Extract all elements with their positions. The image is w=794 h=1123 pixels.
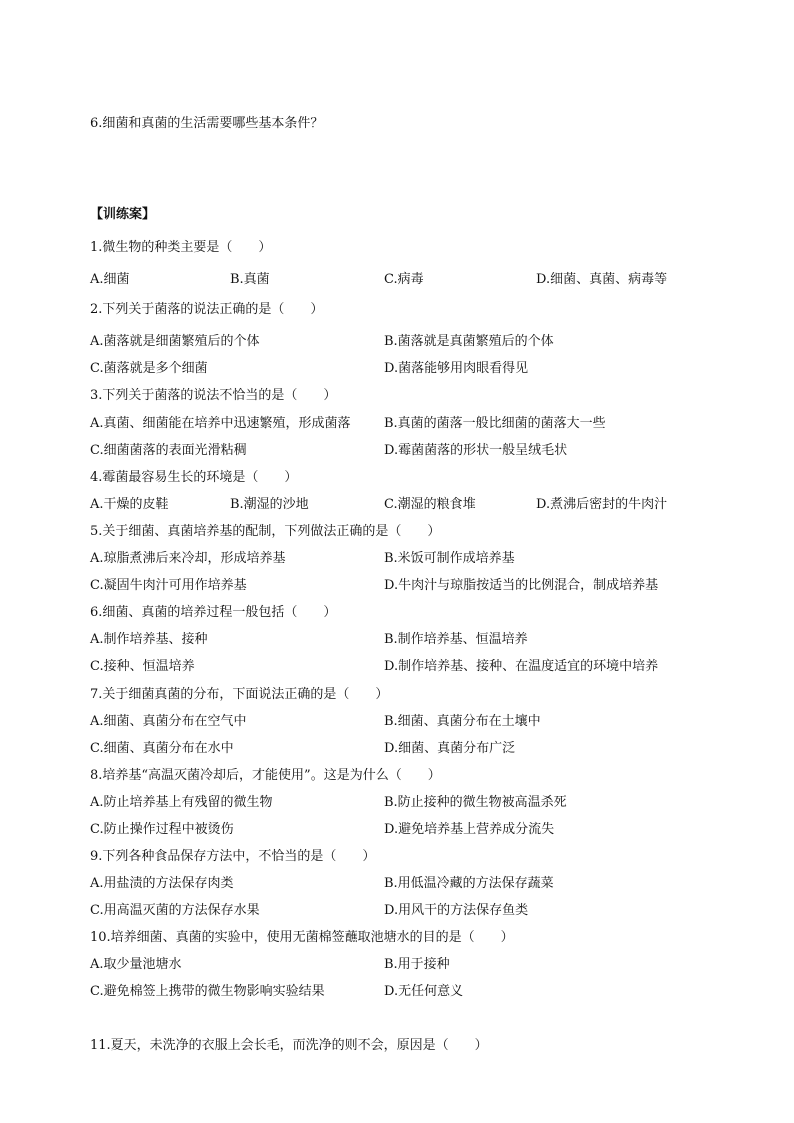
question-stem: 3.下列关于菌落的说法不恰当的是（ ） <box>90 388 337 403</box>
option-d: D.菌落能够用肉眼看得见 <box>384 361 529 376</box>
question-stem: 9.下列各种食品保存方法中，不恰当的是（ ） <box>90 849 376 864</box>
question-stem: 2.下列关于菌落的说法正确的是（ ） <box>90 302 324 317</box>
option-c: C.细菌菌落的表面光滑粘稠 <box>90 443 247 458</box>
option-a: A.细菌 <box>90 272 130 287</box>
option-a: A.用盐渍的方法保存肉类 <box>90 876 234 891</box>
question-stem: 7.关于细菌真菌的分布，下面说法正确的是（ ） <box>90 687 389 702</box>
option-d: D.煮沸后密封的牛肉汁 <box>536 497 668 512</box>
question-stem: 5.关于细菌、真菌培养基的配制，下列做法正确的是（ ） <box>90 524 441 539</box>
option-b: B.菌落就是真菌繁殖后的个体 <box>384 334 554 349</box>
option-c: C.用高温灭菌的方法保存水果 <box>90 903 260 918</box>
option-a: A.真菌、细菌能在培养中迅速繁殖，形成菌落 <box>90 416 351 431</box>
option-c: C.菌落就是多个细菌 <box>90 361 208 376</box>
option-c: C.病毒 <box>384 272 424 287</box>
option-b: B.米饭可制作成培养基 <box>384 551 515 566</box>
option-b: B.用于接种 <box>384 957 450 972</box>
option-a: A.取少量池塘水 <box>90 957 182 972</box>
option-c: C.细菌、真菌分布在水中 <box>90 741 234 756</box>
option-d: D.无任何意义 <box>384 984 464 999</box>
option-a: A.细菌、真菌分布在空气中 <box>90 714 247 729</box>
option-c: C.凝固牛肉汁可用作培养基 <box>90 578 247 593</box>
option-d: D.牛肉汁与琼脂按适当的比例混合，制成培养基 <box>384 578 659 593</box>
option-a: A.琼脂煮沸后来冷却，形成培养基 <box>90 551 286 566</box>
option-b: B.用低温冷藏的方法保存蔬菜 <box>384 876 554 891</box>
question-stem: 11.夏天，未洗净的衣服上会长毛，而洗净的则不会，原因是（ ） <box>90 1038 488 1053</box>
option-b: B.真菌 <box>230 272 270 287</box>
question-stem: 4.霉菌最容易生长的环境是（ ） <box>90 470 298 485</box>
option-c: C.潮湿的粮食堆 <box>384 497 476 512</box>
question-stem: 6.细菌、真菌的培养过程一般包括（ ） <box>90 605 337 620</box>
option-b: B.细菌、真菌分布在土壤中 <box>384 714 541 729</box>
option-b: B.制作培养基、恒温培养 <box>384 632 528 647</box>
option-c: C.防止操作过程中被烫伤 <box>90 822 234 837</box>
option-d: D.霉菌菌落的形状一般呈绒毛状 <box>384 443 568 458</box>
question-stem: 1.微生物的种类主要是（ ） <box>90 240 272 255</box>
option-d: D.制作培养基、接种、在温度适宜的环境中培养 <box>384 659 659 674</box>
question-stem: 10.培养细菌、真菌的实验中，使用无菌棉签蘸取池塘水的目的是（ ） <box>90 930 514 945</box>
option-a: A.制作培养基、接种 <box>90 632 208 647</box>
option-a: A.防止培养基上有残留的微生物 <box>90 795 273 810</box>
option-d: D.避免培养基上营养成分流失 <box>384 822 555 837</box>
option-c: C.避免棉签上携带的微生物影响实验结果 <box>90 984 325 999</box>
option-a: A.菌落就是细菌繁殖后的个体 <box>90 334 260 349</box>
option-d: D.细菌、真菌、病毒等 <box>536 272 668 287</box>
option-b: B.真菌的菌落一般比细菌的菌落大一些 <box>384 416 606 431</box>
option-d: D.细菌、真菌分布广泛 <box>384 741 516 756</box>
question-stem: 8.培养基“高温灭菌冷却后，才能使用”。这是为什么（ ） <box>90 768 441 783</box>
intro-question: 6.细菌和真菌的生活需要哪些基本条件？ <box>90 116 324 131</box>
option-c: C.接种、恒温培养 <box>90 659 195 674</box>
option-b: B.防止接种的微生物被高温杀死 <box>384 795 567 810</box>
option-b: B.潮湿的沙地 <box>230 497 309 512</box>
section-title: 【训练案】 <box>90 207 156 222</box>
option-d: D.用风干的方法保存鱼类 <box>384 903 529 918</box>
option-a: A.干燥的皮鞋 <box>90 497 169 512</box>
